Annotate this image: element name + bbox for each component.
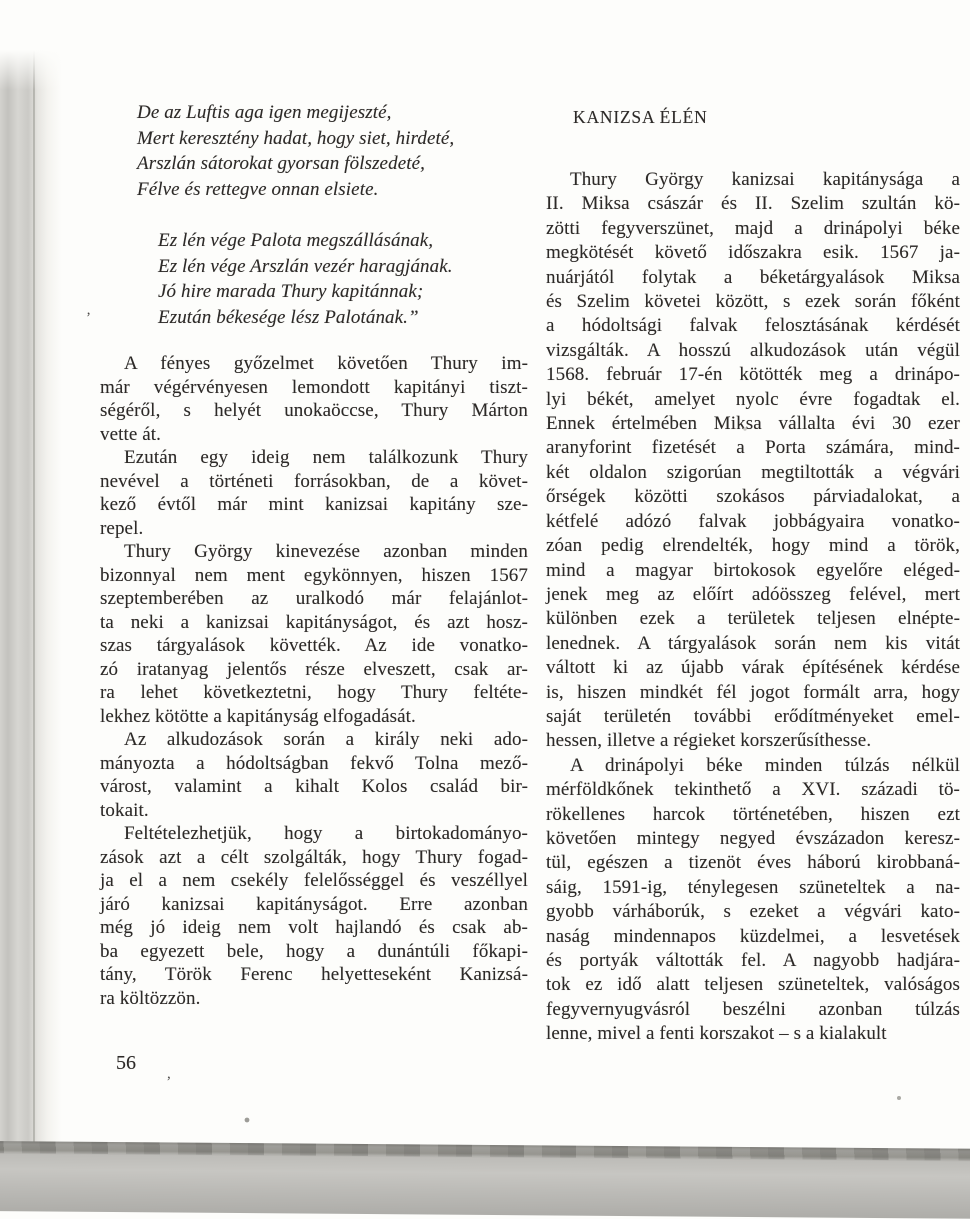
text-line: kező évtől már mint kanizsai kapitány sze- [100, 494, 528, 515]
text-line: két oldalon szigorúan megtiltották a végvári [546, 461, 960, 483]
left-column [100, 96, 528, 1010]
section-heading: KANIZSA ÉLÉN [573, 107, 708, 127]
text-line: ra költözzön. [100, 987, 201, 1009]
text-line: Thury György kinevezése azonban minden [124, 541, 528, 562]
text-line: jenek meg az előírt adóösszeg felével, mert [546, 583, 960, 605]
text-line: Ennek értelmében Miksa vállalta évi 30 ezer [546, 413, 960, 435]
text-line: mind a magyar birtokosok egyelőre eléged- [546, 559, 960, 581]
text-line: ra lehet következtetni, hogy Thury feltéte- [100, 682, 528, 703]
text-line: fegyvernyugvásról beszélni azonban túlzás [546, 998, 960, 1020]
text-line: 1568. február 17-én kötötték meg a drinápo- [546, 364, 960, 386]
text-line: és portyák váltották fel. A nagyobb hadjára- [546, 950, 960, 971]
text-line: lenne, mivel a fenti korszakot – s a kialakult [546, 1023, 887, 1045]
book-gutter-shadow [0, 50, 62, 1145]
text-line: ségéről, s helyét unokaöccse, Thury Márton [100, 400, 528, 421]
text-line: gyobb várháborúk, s ezeket a végvári kato- [546, 901, 960, 923]
paragraph [100, 446, 528, 540]
text-line: Félve és rettegve onnan elsiete. [137, 178, 379, 200]
text-line: zó iratanyag jelentős része elveszett, csak ar- [100, 658, 528, 680]
scan-artifact-tick: ‚ [86, 302, 91, 318]
text-line: vette át. [100, 423, 162, 445]
text-line: tül, egészen a tizenöt éves háború kirobbaná- [546, 852, 960, 874]
paragraph [100, 728, 528, 822]
text-line: A fényes győzelmet követően Thury im- [124, 353, 528, 374]
text-line: saját területén további erődítményeket emel- [546, 705, 960, 727]
right-column-paragraphs [546, 168, 960, 1047]
text-line: és Szelim követei között, s ezek során főként [546, 291, 960, 313]
text-line: nuárjától folytak a béketárgyalások Miksa [546, 266, 960, 288]
text-line: szeptemberében az uralkodó már felajánlot- [100, 588, 528, 609]
paragraph [100, 352, 528, 446]
text-line: vizsgálták. A hosszú alkudozások után végül [546, 339, 960, 361]
text-line: lekhez kötötte a kapitányság elfogadását. [100, 705, 416, 727]
text-line: tokait. [100, 799, 149, 821]
text-line: hessen, illetve a régieket korszerűsíthesse. [546, 730, 872, 752]
text-line: Arszlán sátorokat gyorsan fölszedeté, [137, 153, 425, 174]
text-line: zások azt a célt szolgálták, hogy Thury fogad- [100, 846, 528, 868]
text-line: kétfelé adózó falvak jobbágyaira vonatko- [546, 510, 960, 532]
text-line: ja el a nem csekély felelősséggel és veszéllyel [100, 870, 528, 891]
text-line: lenednek. A tárgyalások során nem kis vitát [546, 632, 960, 654]
text-line: tok ez idő alatt teljesen szüneteltek, valóságos [546, 974, 960, 996]
text-line: Az alkudozások során a király neki ado- [124, 729, 528, 750]
paragraph [546, 168, 960, 754]
poem-stanza-2 [158, 228, 528, 330]
text-line: is, hiszen mindkét fél jogot formált arra, hogy [546, 681, 960, 703]
text-line: már végérvényesen lemondott kapitányi tiszt- [100, 376, 528, 398]
text-line: a hódoltsági falvak felosztásának kérdését [546, 315, 960, 337]
right-column [546, 100, 960, 1047]
paragraph [100, 540, 528, 728]
text-line: bizonnyal nem ment egykönnyen, hiszen 1567 [100, 564, 528, 586]
text-line: mérföldkőnek tekinthető a XVI. századi tö- [546, 779, 960, 801]
text-line: repel. [100, 517, 144, 539]
poem-stanza-1 [137, 100, 528, 202]
text-line: ta neki a kanizsai kapitányságot, és azt hosz- [100, 611, 528, 633]
scan-artifact-mark: , [167, 1066, 171, 1082]
text-line: különben ezek a területek teljesen elnépte- [546, 608, 960, 630]
text-line: szas tárgyalások követték. Az ide vonatko- [100, 635, 528, 656]
text-line: A drinápolyi béke minden túlzás nélkül [570, 754, 960, 776]
text-line: aranyforint fizetését a Porta számára, mind- [546, 437, 960, 459]
text-line: még jó ideig nem volt hajlandó és csak ab- [100, 917, 528, 938]
text-line: Feltételezhetjük, hogy a birtokadományo- [124, 823, 528, 844]
text-line: Mert keresztény hadat, hogy siet, hirdeté, [137, 127, 455, 149]
page-number: 56 [116, 1052, 136, 1074]
book-page-edges [0, 1141, 970, 1219]
text-line: tány, Török Ferenc helyetteseként Kanizsá- [100, 964, 528, 985]
text-line: Thury György kanizsai kapitánysága a [570, 169, 960, 190]
text-line: zóan pedig elrendelték, hogy mind a török, [546, 535, 960, 557]
text-line: mányozta a hódoltságban fekvő Tolna mező- [100, 752, 528, 774]
page-edge-texture [0, 1141, 970, 1161]
text-line: naság mindennapos küzdelmei, a lesvetések [546, 925, 960, 947]
text-line: Ezután békesége lész Palotának.” [158, 306, 419, 328]
text-line: Ez lén vége Arszlán vezér haragjának. [158, 255, 453, 277]
text-line: ba egyezett bele, hogy a dunántúli főkapi- [100, 940, 528, 962]
text-line: sáig, 1591-ig, ténylegesen szüneteltek a na- [546, 876, 960, 898]
text-line: lyi békét, amelyet nyolc évre fogadtak el. [546, 388, 960, 410]
text-line: követően mintegy negyed évszázadon keresz- [546, 827, 960, 849]
text-line: megkötését követő időszakra esik. 1567 ja- [546, 242, 960, 264]
text-line: várost, valamint a kihalt Kolos család bir- [100, 776, 528, 797]
paragraph [546, 754, 960, 1047]
text-line: zötti fegyverszünet, majd a drinápolyi béke [546, 217, 960, 239]
text-line: Ez lén vége Palota megszállásának, [158, 230, 434, 251]
text-line: De az Luftis aga igen megijeszté, [137, 102, 392, 123]
text-line: rökellenes harcok történetében, hiszen ezt [546, 803, 960, 825]
text-line: őrségek közötti szokásos párviadalokat, a [546, 486, 960, 508]
left-column-paragraphs [100, 352, 528, 1010]
scan-speckles [0, 0, 2, 2]
text-line: II. Miksa császár és II. Szelim szultán kö- [546, 193, 960, 215]
text-line: Jó hire marada Thury kapitánnak; [158, 281, 424, 302]
text-line: járó kanizsai kapitányságot. Erre azonban [100, 893, 528, 915]
text-line: Ezután egy ideig nem találkozunk Thury [124, 447, 528, 468]
text-line: váltott ki az újabb várak építésének kérdése [546, 657, 960, 679]
text-line: nevével a történeti forrásokban, de a követ- [100, 470, 528, 492]
paragraph [100, 822, 528, 1010]
